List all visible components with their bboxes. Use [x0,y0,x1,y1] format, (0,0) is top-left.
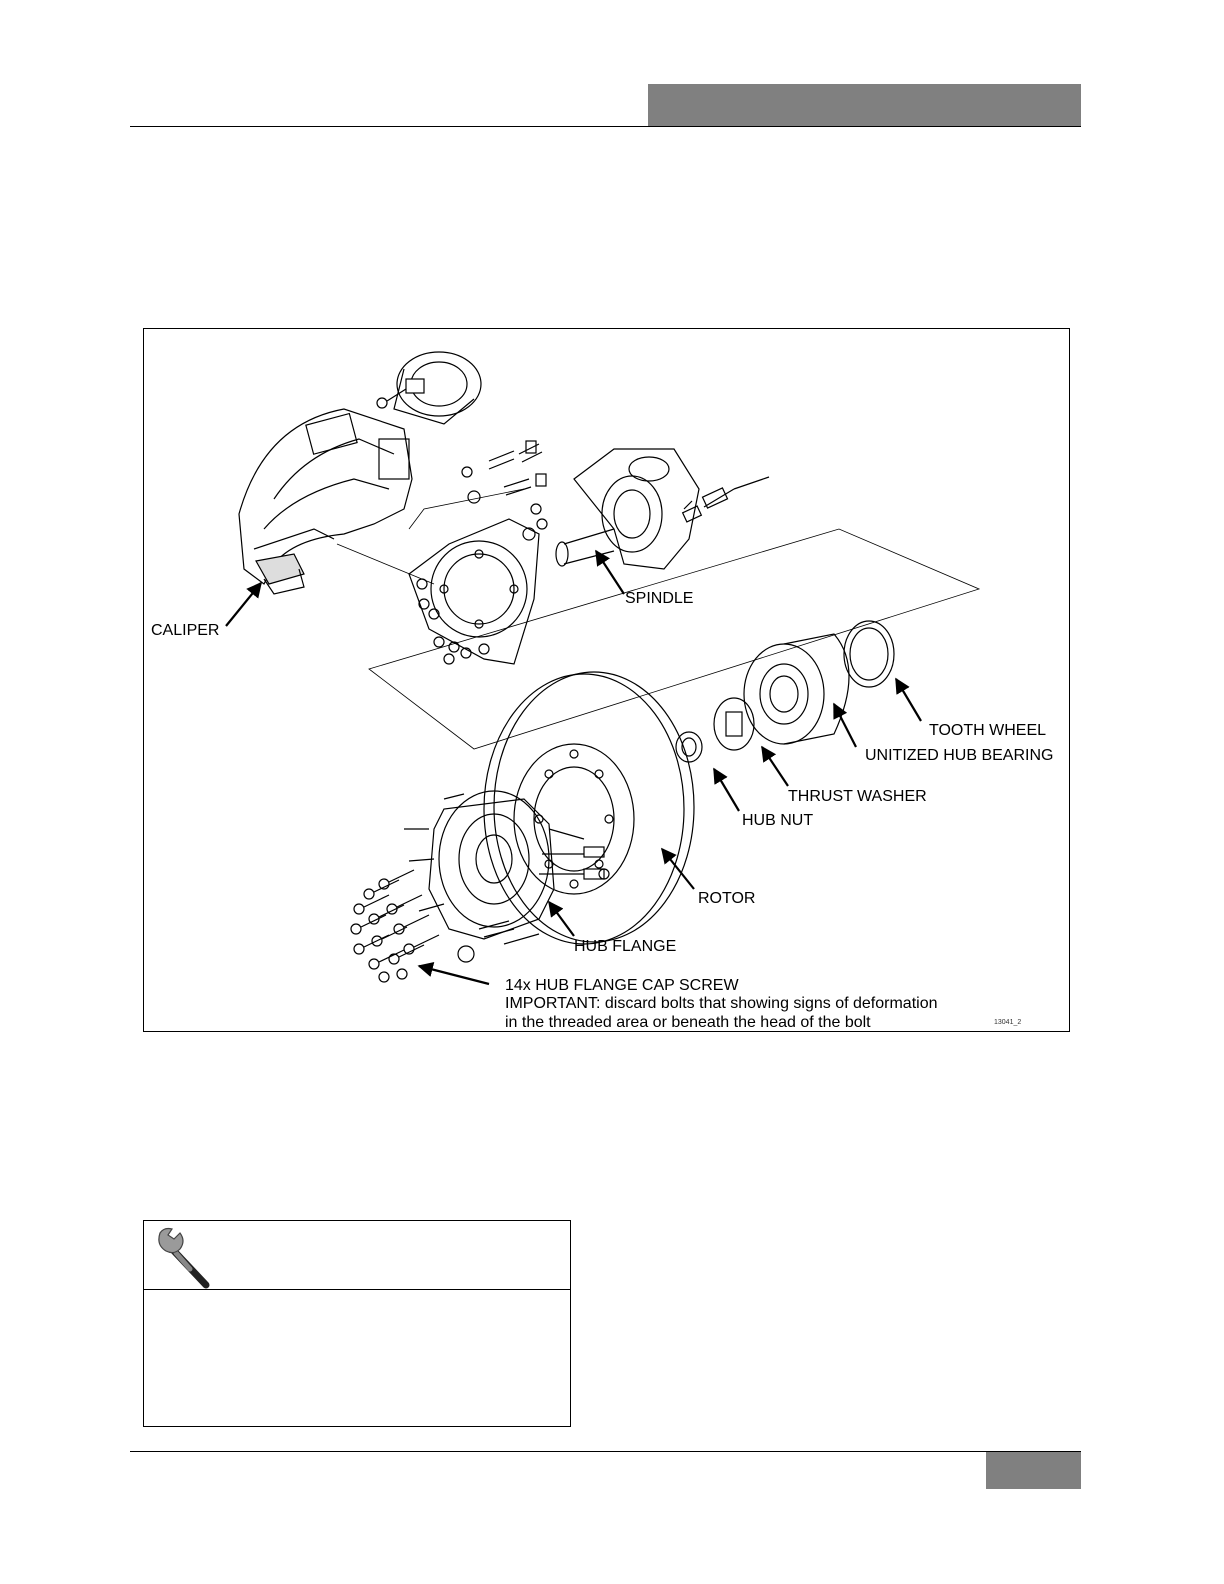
spindle-label: SPINDLE [625,590,694,607]
important-note-line2: in the threaded area or beneath the head of the bolt [505,1014,871,1031]
brake-chamber-part [377,352,481,424]
tool-box [143,1220,571,1427]
hub-flange-part [404,791,609,962]
important-note-line1: IMPORTANT: discard bolts that showing signs of deformation [505,995,938,1012]
spindle-part [556,449,769,569]
figure-code: 13041_2 [994,1019,1022,1026]
exploded-view-figure [143,328,1070,1032]
wrench-icon [154,1227,216,1296]
unitized-hub-bearing-label: UNITIZED HUB BEARING [865,747,1054,764]
footer-rule [130,1451,1081,1452]
cap-screw-cluster [351,870,439,982]
thrust-washer-label: THRUST WASHER [788,788,927,805]
cap-screw-label: 14x HUB FLANGE CAP SCREW [505,977,739,994]
caliper-part [239,409,412,594]
tool-box-divider [144,1289,570,1290]
header-bar [648,84,1081,126]
bolt-group-upper [462,441,547,529]
header-rule [130,126,1081,127]
footer-bar [986,1452,1081,1489]
exploded-view-drawing [144,329,1069,1031]
rotor-label: ROTOR [698,890,756,907]
thrust-washer-part [714,698,754,750]
caliper-label: CALIPER [151,622,220,639]
tooth-wheel-label: TOOTH WHEEL [929,722,1047,739]
hub-flange-label: HUB FLANGE [574,938,677,955]
hub-bearing-part [744,634,849,744]
hub-nut-label: HUB NUT [742,812,814,829]
torque-plate-part [409,519,539,664]
tooth-wheel-part [844,621,894,687]
